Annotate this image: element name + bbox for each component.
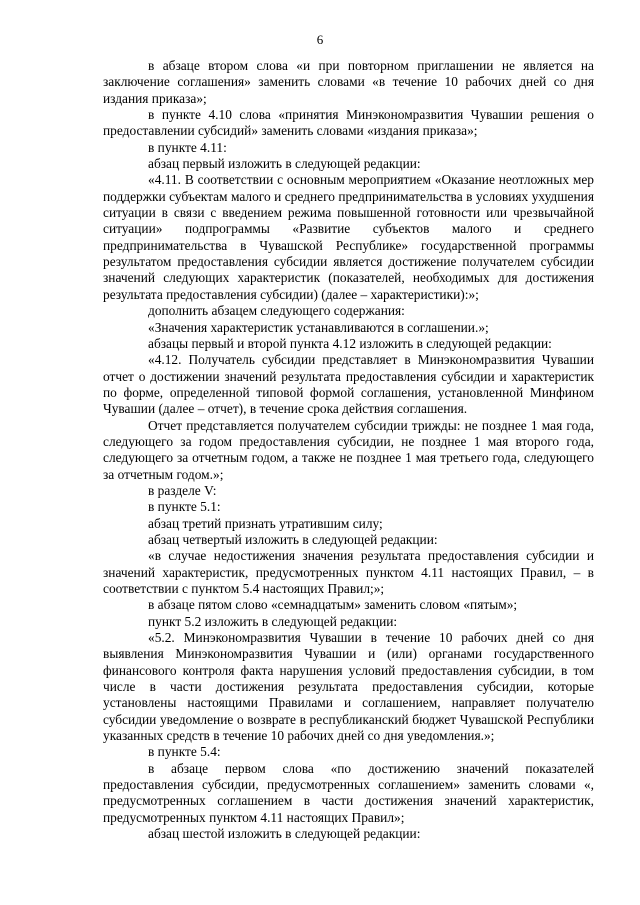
paragraph: «Значения характеристик устанавливаются в соглашении.»; xyxy=(148,319,489,335)
paragraph: в разделе V: xyxy=(148,482,217,498)
paragraph: в пункте 4.10 слова «принятия Минэкономразвития Чувашии решения о предоставлении субсидий» заменить словами «издания приказа»; xyxy=(103,107,594,139)
paragraph: «4.11. В соответствии с основным мероприятием «Оказание неотложных мер поддержки субъектам малого и среднего предпринимательства в условиях ухудшения ситуации в связи с введением режима повышенной готовности или чрезвычайной ситуации» подпрограммы «Развитие субъектов малого и среднего предпринимательства в Чувашской Республике» государственной программы результатом предоставления субсидии является достижение получателем субсидии значений следующих характеристик (показателей, необходимых для достижения результата предоставления субсидии) (далее – характеристики):»; xyxy=(103,172,594,302)
document-body xyxy=(103,58,594,843)
paragraph: в абзаце пятом слово «семнадцатым» заменить словом «пятым»; xyxy=(148,597,518,613)
paragraph: абзац третий признать утратившим силу; xyxy=(148,515,383,531)
paragraph: в абзаце втором слова «и при повторном приглашении не является на заключение соглашения» заменить словами «в течение 10 рабочих дней со дня издания приказа»; xyxy=(103,58,594,106)
paragraph: абзацы первый и второй пункта 4.12 изложить в следующей редакции: xyxy=(148,335,552,351)
paragraph: в пункте 5.4: xyxy=(148,744,221,760)
paragraph: в пункте 4.11: xyxy=(148,139,227,155)
paragraph: «в случае недостижения значения результата предоставления субсидии и значений характеристик, предусмотренных пунктом 4.11 настоящих Правил, – в соответствии с пунктом 5.4 настоящих Правил;»; xyxy=(103,548,594,596)
paragraph: абзац четвертый изложить в следующей редакции: xyxy=(148,531,438,547)
paragraph: абзац первый изложить в следующей редакции: xyxy=(148,156,421,172)
paragraph: пункт 5.2 изложить в следующей редакции: xyxy=(148,613,398,629)
page-number: 6 xyxy=(316,32,324,47)
paragraph: абзац шестой изложить в следующей редакции: xyxy=(148,826,421,842)
paragraph: Отчет представляется получателем субсидии трижды: не позднее 1 мая года, следующего за годом предоставления субсидии, не позднее 1 мая второго года, следующего за отчетным годом, а также не позднее 1 мая третьего года, следующего за отчетным годом.»; xyxy=(103,417,594,482)
paragraph: в пункте 5.1: xyxy=(148,499,221,515)
paragraph: «4.12. Получатель субсидии представляет в Минэкономразвития Чувашии отчет о достижении значений результата предоставления субсидии и характеристик по форме, определенной типовой формой соглашения, установленной Минфином Чувашии (далее – отчет), в течение срока действия соглашения. xyxy=(103,352,594,417)
paragraph: «5.2. Минэкономразвития Чувашии в течение 10 рабочих дней со дня выявления Минэкономразвития Чувашии и (или) органами государственного финансового контроля факта нарушения условий предоставления субсидии, в том числе в части достижения результата предоставления субсидии, которые установлены настоящими Правилами и соглашением, направляет получателю субсидии уведомление о возврате в республиканский бюджет Чувашской Республики указанных средств в течение 10 рабочих дней со дня уведомления.»; xyxy=(103,630,594,744)
paragraph: дополнить абзацем следующего содержания: xyxy=(148,303,405,319)
paragraph: в абзаце первом слова «по достижению значений показателей предоставления субсидии, предусмотренных соглашением» заменить словами «, предусмотренных соглашением в части достижения значений характеристик, предусмотренных пунктом 4.11 настоящих Правил»; xyxy=(103,760,594,825)
